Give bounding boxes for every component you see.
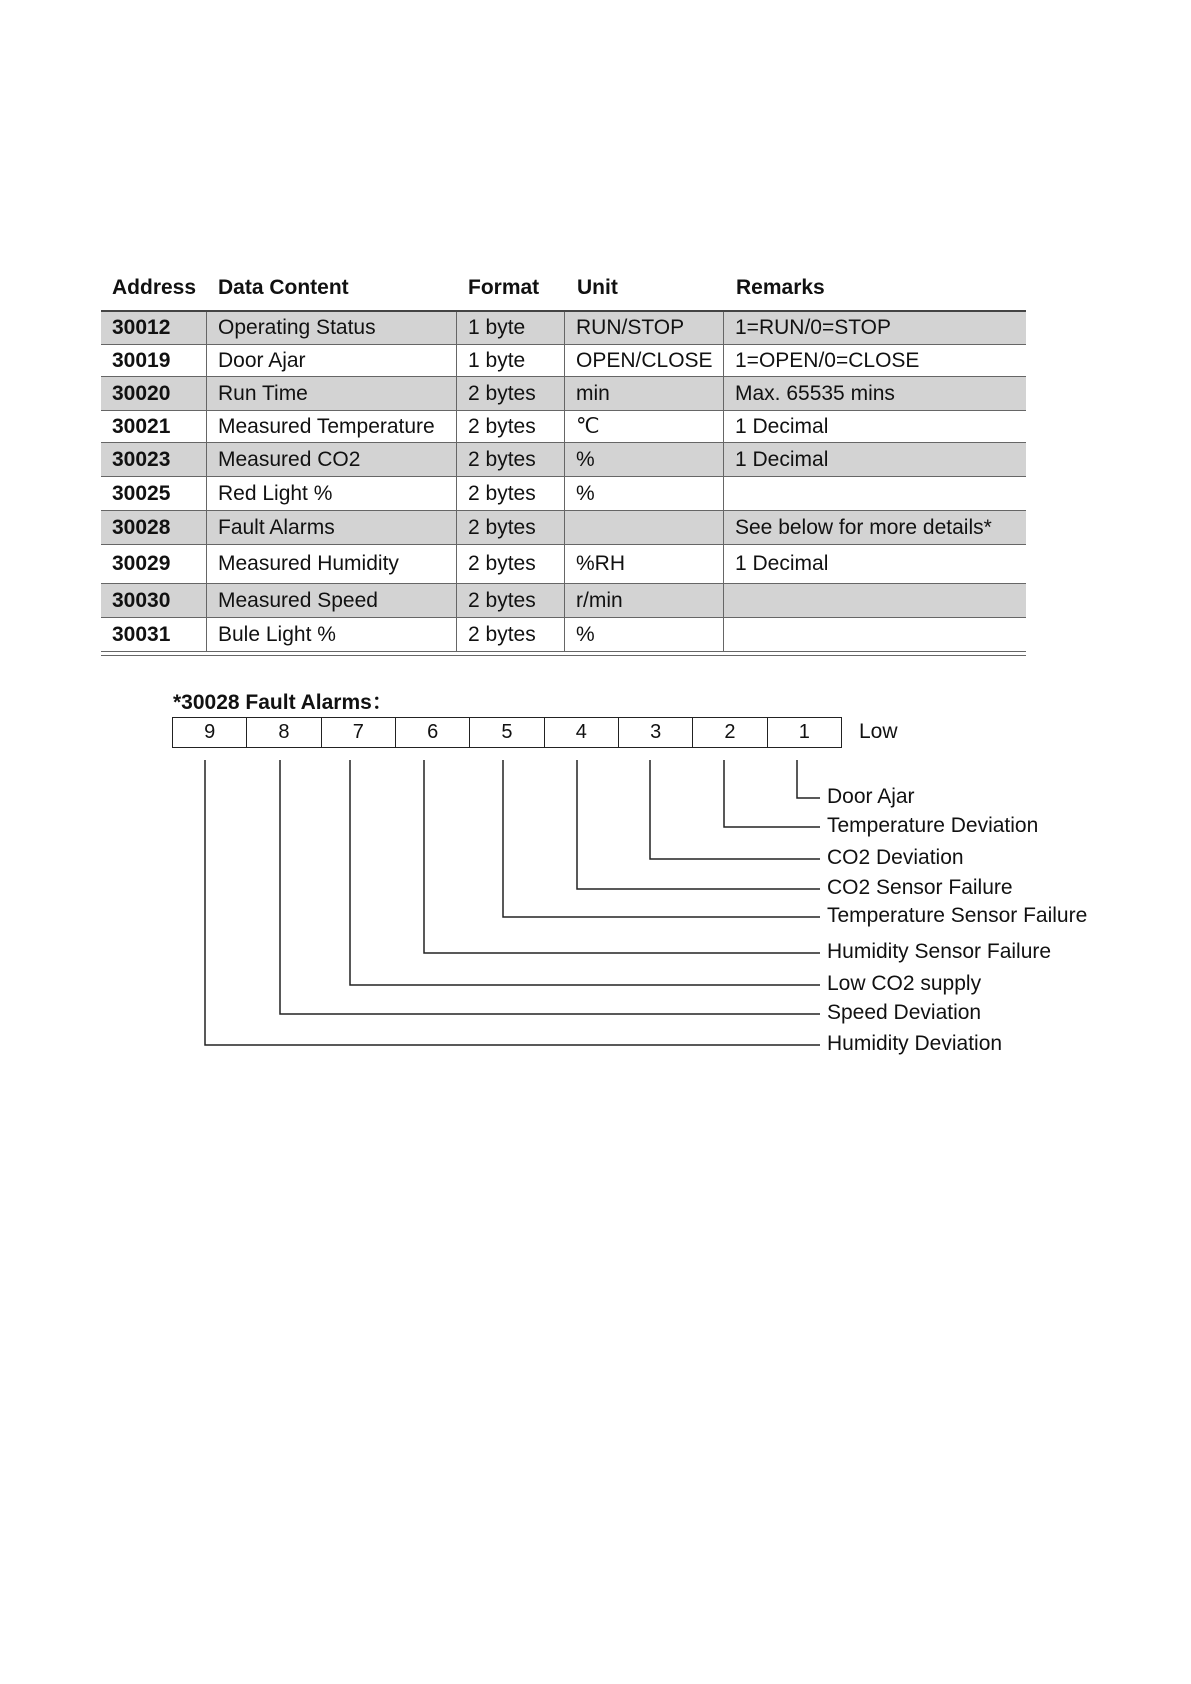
- header-format: Format: [468, 276, 540, 299]
- leader-line-bit-5: [503, 760, 820, 917]
- header-unit: Unit: [577, 276, 618, 299]
- cell-unit: OPEN/CLOSE: [564, 345, 723, 376]
- leader-line-bit-3: [650, 760, 820, 859]
- cell-unit: %: [564, 477, 723, 510]
- alarm-label: Low CO2 supply: [827, 972, 982, 995]
- leader-line-bit-7: [350, 760, 820, 985]
- cell-format: 2 bytes: [456, 511, 564, 544]
- cell-address: 30025: [112, 481, 171, 505]
- bit-cell: 8: [246, 718, 320, 747]
- cell-unit: r/min: [564, 584, 723, 617]
- cell-format: 1 byte: [456, 312, 564, 344]
- cell-content: Run Time: [206, 377, 456, 410]
- bit-cell: 5: [469, 718, 543, 747]
- cell-unit: %: [564, 618, 723, 651]
- cell-remarks: 1 Decimal: [723, 443, 1026, 476]
- cell-content: Operating Status: [206, 312, 456, 344]
- bit-cell: 2: [692, 718, 766, 747]
- cell-address: 30019: [112, 348, 171, 372]
- cell-remarks: Max. 65535 mins: [723, 377, 1026, 410]
- cell-address: 30030: [112, 588, 171, 612]
- cell-address: 30029: [112, 552, 171, 575]
- cell-content: Red Light %: [206, 477, 456, 510]
- cell-format: 2 bytes: [456, 377, 564, 410]
- bit-cell: 4: [544, 718, 618, 747]
- alarm-label: Humidity Sensor Failure: [827, 940, 1052, 963]
- bit-cell: 1: [767, 718, 841, 747]
- alarm-label: CO2 Sensor Failure: [827, 876, 1013, 899]
- header-remarks: Remarks: [736, 276, 825, 299]
- cell-remarks: 1=OPEN/0=CLOSE: [723, 345, 1026, 376]
- cell-format: 2 bytes: [456, 618, 564, 651]
- cell-unit: %RH: [564, 545, 723, 583]
- cell-format: 2 bytes: [456, 584, 564, 617]
- fault-alarms-title: *30028 Fault Alarms：: [173, 691, 393, 714]
- bit-cell: 9: [204, 721, 216, 743]
- cell-address: 30028: [112, 515, 171, 539]
- cell-remarks: 1=RUN/0=STOP: [723, 312, 1026, 344]
- cell-content: Fault Alarms: [206, 511, 456, 544]
- leader-line-bit-4: [577, 760, 820, 889]
- bit-cell: 3: [618, 718, 692, 747]
- leader-line-bit-9: [205, 760, 820, 1045]
- leader-line-bit-2: [724, 760, 820, 827]
- alarm-label: Humidity Deviation: [827, 1032, 1003, 1055]
- low-bit-label: Low: [859, 720, 898, 743]
- cell-content: Bule Light %: [206, 618, 456, 651]
- cell-remarks: See below for more details*: [723, 511, 1026, 544]
- cell-unit: %: [564, 443, 723, 476]
- cell-unit: ℃: [564, 411, 723, 442]
- cell-unit: RUN/STOP: [564, 312, 723, 344]
- cell-content: Measured Temperature: [206, 411, 456, 442]
- leader-line-bit-8: [280, 760, 820, 1014]
- header-data-content: Data Content: [218, 276, 349, 299]
- cell-remarks: 1 Decimal: [723, 545, 1026, 583]
- leader-line-bit-1: [797, 760, 820, 798]
- bit-cell: 6: [395, 718, 469, 747]
- alarm-label: Temperature Deviation: [827, 814, 1039, 837]
- cell-content: Measured Speed: [206, 584, 456, 617]
- alarm-label: Temperature Sensor Failure: [827, 904, 1088, 927]
- cell-content: Door Ajar: [206, 345, 456, 376]
- cell-format: 2 bytes: [456, 443, 564, 476]
- cell-address: 30021: [112, 414, 171, 438]
- bit-cell: 7: [321, 718, 395, 747]
- alarm-label: Door Ajar: [827, 785, 915, 808]
- cell-format: 2 bytes: [456, 477, 564, 510]
- cell-content: Measured Humidity: [206, 545, 456, 583]
- header-address: Address: [112, 276, 197, 299]
- cell-address: 30020: [112, 381, 171, 405]
- alarm-label: CO2 Deviation: [827, 846, 964, 869]
- cell-address: 30023: [112, 447, 171, 471]
- cell-format: 2 bytes: [456, 545, 564, 583]
- cell-address: 30012: [112, 316, 171, 339]
- alarm-label: Speed Deviation: [827, 1001, 982, 1024]
- cell-content: Measured CO2: [206, 443, 456, 476]
- cell-address: 30031: [112, 622, 171, 646]
- leader-line-bit-6: [424, 760, 820, 953]
- cell-remarks: 1 Decimal: [723, 411, 1026, 442]
- cell-format: 1 byte: [456, 345, 564, 376]
- cell-unit: min: [564, 377, 723, 410]
- cell-format: 2 bytes: [456, 411, 564, 442]
